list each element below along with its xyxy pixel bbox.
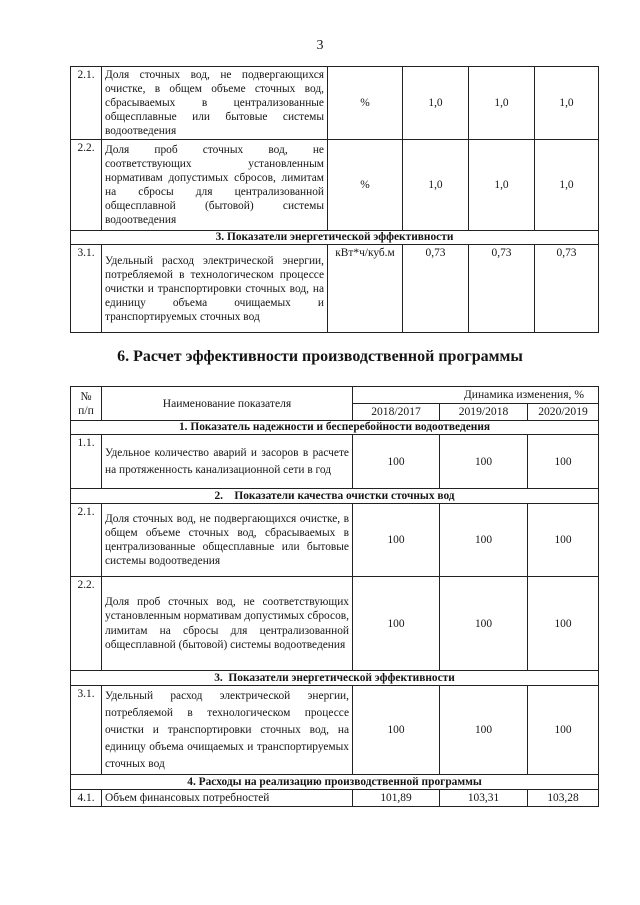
header-row — [71, 387, 599, 404]
header-name: Наименование показателя — [102, 387, 353, 421]
section-row — [71, 421, 599, 435]
indicator-name: Удельное количество аварий и засоров в расчете на протяженность канализационной сети в год — [102, 435, 353, 489]
table-row — [71, 67, 599, 140]
value-cell: 100 — [528, 577, 599, 671]
header-number — [71, 387, 102, 421]
row-number: 1.1. — [71, 435, 102, 489]
value-cell: 100 — [353, 577, 440, 671]
section-title: 4. Расходы на реализацию производственной программы — [71, 775, 599, 790]
section-title: 3. Показатели энергетической эффективности — [71, 231, 599, 245]
header-number-line2: п/п — [78, 403, 94, 417]
row-number: 3.1. — [71, 686, 102, 775]
value-cell: 1,0 — [535, 67, 599, 140]
value-cell: 100 — [528, 686, 599, 775]
value-cell: 100 — [353, 435, 440, 489]
header-dynamics: Динамика изменения, % — [353, 387, 599, 404]
value-cell: 100 — [528, 504, 599, 577]
unit-cell: % — [328, 67, 403, 140]
indicator-name: Удельный расход электрической энергии, потребляемой в технологическом процессе очистки и транспортировки сточных вод, на единицу объема очищаемых и транспортируемых сточных вод — [102, 245, 328, 333]
row-number: 2.1. — [71, 504, 102, 577]
table-row — [71, 504, 599, 577]
row-number: 2.1. — [71, 67, 102, 140]
indicator-name: Доля сточных вод, не подвергающихся очистке, в общем объеме сточных вод, сбрасываемых в централизованные общесплавные или бытовые системы водоотведения — [102, 67, 328, 140]
indicator-name: Удельный расход электрической энергии, потребляемой в технологическом процессе очистки и транспортировки сточных вод, на единицу объема очищаемых и транспортируемых сточных вод — [102, 686, 353, 775]
value-cell: 100 — [440, 504, 528, 577]
header-number-line1: № — [80, 389, 92, 403]
unit-cell: кВт*ч/куб.м — [328, 245, 403, 333]
header-year: 2018/2017 — [353, 404, 440, 421]
section-row — [71, 671, 599, 686]
value-cell: 1,0 — [469, 140, 535, 231]
table-row — [71, 577, 599, 671]
table-row — [71, 245, 599, 333]
indicators-table-continued — [70, 66, 599, 333]
value-cell: 101,89 — [353, 790, 440, 807]
value-cell: 100 — [353, 504, 440, 577]
value-cell: 0,73 — [403, 245, 469, 333]
row-number: 3.1. — [71, 245, 102, 333]
table-row — [71, 140, 599, 231]
value-cell: 103,31 — [440, 790, 528, 807]
section-row — [71, 489, 599, 504]
table-row — [71, 686, 599, 775]
efficiency-table — [70, 386, 599, 807]
value-cell: 1,0 — [469, 67, 535, 140]
row-number: 2.2. — [71, 140, 102, 231]
section-heading: 6. Расчет эффективности производственной программы — [117, 348, 523, 365]
section-title: 3. Показатели энергетической эффективности — [71, 671, 599, 686]
header-year: 2019/2018 — [440, 404, 528, 421]
value-cell: 100 — [440, 686, 528, 775]
value-cell: 100 — [440, 435, 528, 489]
value-cell: 1,0 — [403, 67, 469, 140]
value-cell: 1,0 — [535, 140, 599, 231]
unit-cell: % — [328, 140, 403, 231]
value-cell: 100 — [440, 577, 528, 671]
page-number: 3 — [316, 38, 324, 53]
indicator-name: Доля проб сточных вод, не соответствующих установленным нормативам допустимых сбросов, лимитам на сбросы для централизованной общесплавной (бытовой) системы водоотведения — [102, 577, 353, 671]
row-number: 4.1. — [71, 790, 102, 807]
indicator-name: Доля сточных вод, не подвергающихся очистке, в общем объеме сточных вод, сбрасываемых в централизованные общесплавные или бытовые системы водоотведения — [102, 504, 353, 577]
value-cell: 0,73 — [535, 245, 599, 333]
section-row — [71, 231, 599, 245]
row-number: 2.2. — [71, 577, 102, 671]
indicator-name: Объем финансовых потребностей — [102, 790, 353, 807]
value-cell: 100 — [353, 686, 440, 775]
section-row — [71, 775, 599, 790]
value-cell: 0,73 — [469, 245, 535, 333]
table-row — [71, 790, 599, 807]
table-row — [71, 435, 599, 489]
section-title: 2. Показатели качества очистки сточных вод — [71, 489, 599, 504]
value-cell: 103,28 — [528, 790, 599, 807]
indicator-name: Доля проб сточных вод, не соответствующих установленным нормативам допустимых сбросов, лимитам на сбросы для централизованной общесплавной (бытовой) системы водоотведения — [102, 140, 328, 231]
header-year: 2020/2019 — [528, 404, 599, 421]
value-cell: 100 — [528, 435, 599, 489]
value-cell: 1,0 — [403, 140, 469, 231]
section-title: 1. Показатель надежности и бесперебойности водоотведения — [71, 421, 599, 435]
